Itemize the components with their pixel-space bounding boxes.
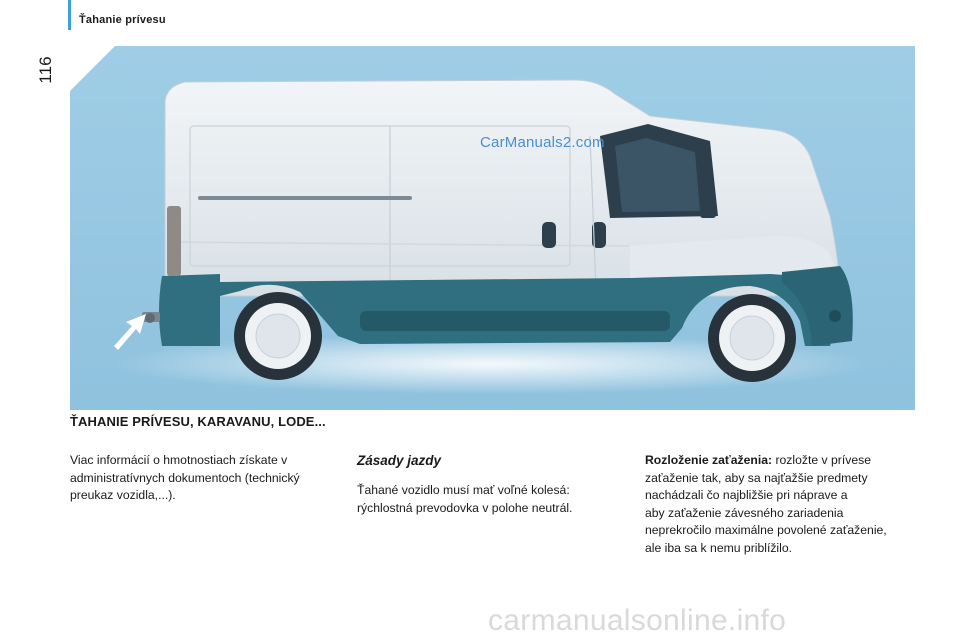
- tow-ball: [145, 313, 155, 323]
- front-wheel: [708, 294, 796, 382]
- header-accent-bar: [68, 0, 71, 30]
- text-line: ale iba sa k nemu priblížilo.: [645, 540, 792, 555]
- text-line: neprekročilo maximálne povolené zaťaženie,: [645, 523, 887, 537]
- rear-bumper: [159, 274, 220, 346]
- door-handle-1: [542, 222, 556, 248]
- figure-watermark: CarManuals2.com: [480, 134, 605, 151]
- text-line: administratívnych dokumentoch (technický: [70, 470, 300, 485]
- text-line: preukaz vozidla,...).: [70, 488, 176, 502]
- text-line: zaťaženie tak, aby sa najťažšie predmety: [645, 470, 868, 485]
- text-line: rýchlostná prevodovka v polohe neutrál.: [357, 500, 573, 515]
- taillight: [167, 206, 181, 276]
- section-title: ŤAHANIE PRÍVESU, KARAVANU, LODE...: [70, 414, 326, 429]
- lead-rest: rozložte v prívese: [772, 453, 871, 467]
- fog-light: [829, 310, 841, 322]
- rear-wheel: [234, 292, 322, 380]
- column-weights-info: [70, 452, 342, 505]
- text-line-first: [645, 452, 930, 470]
- page-number: 116: [36, 56, 55, 84]
- van-illustration: [70, 46, 915, 410]
- text-line: Ťahané vozidlo musí mať voľné kolesá:: [357, 483, 570, 497]
- column-driving-rules: [357, 452, 619, 517]
- text-line: Viac informácií o hmotnostiach získate v: [70, 453, 288, 467]
- text-line: aby zaťaženie závesného zariadenia: [645, 505, 844, 520]
- column-load-distribution: [645, 452, 930, 557]
- side-molding: [360, 311, 670, 331]
- lead-label: Rozloženie zaťaženia:: [645, 453, 773, 467]
- subheading-driving-rules: Zásady jazdy: [357, 453, 442, 468]
- van-illustration-svg: [70, 46, 915, 410]
- text-line: nachádzali čo najbližšie pri náprave a: [645, 488, 848, 502]
- mirror: [700, 196, 716, 218]
- page-header-title: Ťahanie prívesu: [79, 14, 166, 26]
- footer-watermark[interactable]: carmanualsonline.info: [488, 604, 787, 637]
